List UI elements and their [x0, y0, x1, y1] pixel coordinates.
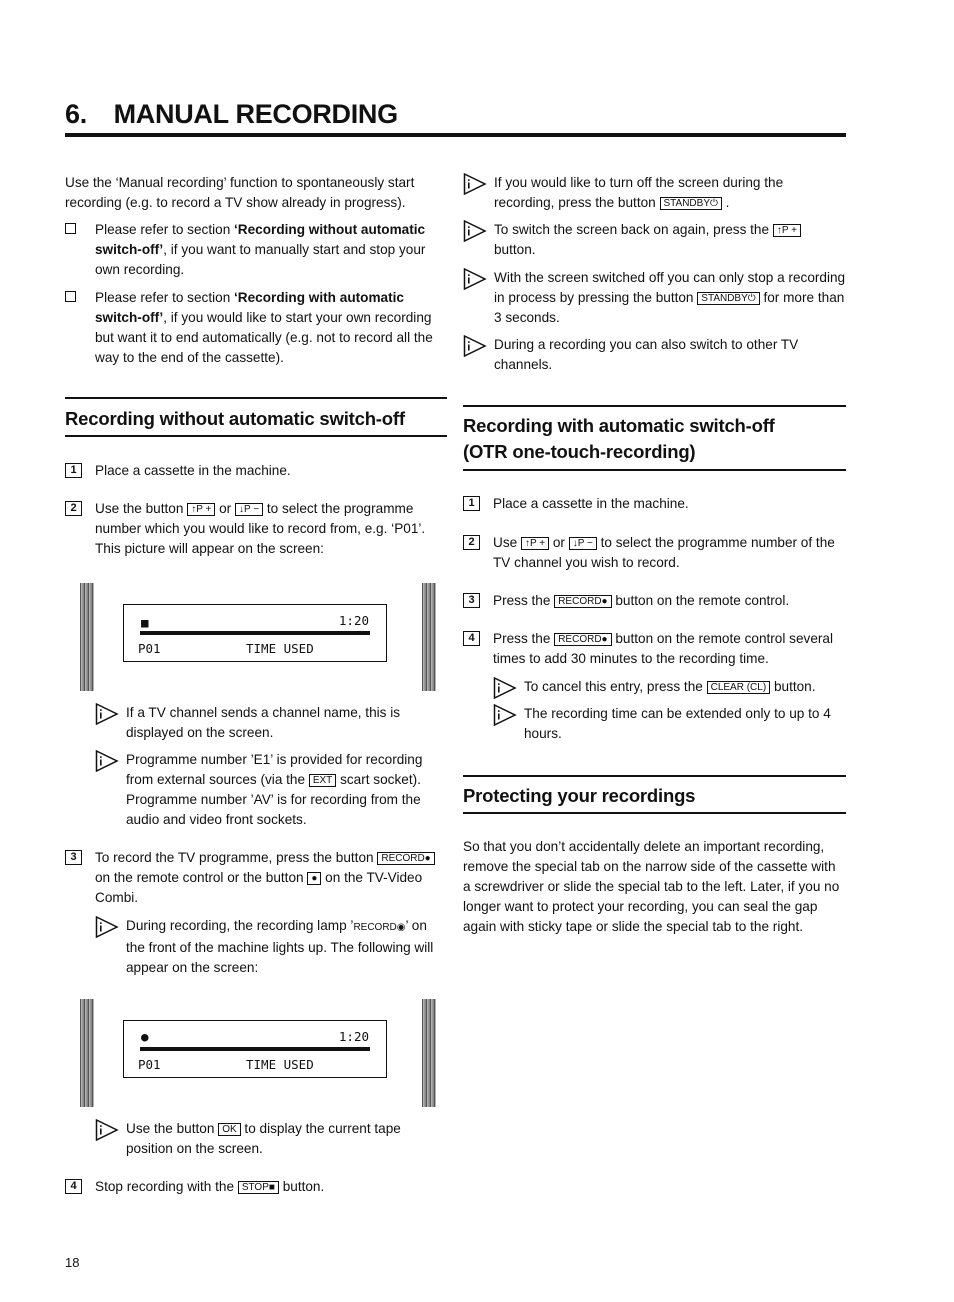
section-rule-top [463, 405, 846, 407]
screen-time: 1:20 [338, 613, 369, 628]
programme-up-button: ↑P + [773, 224, 801, 237]
protecting-text: So that you don’t accidentally delete an important recording, remove the special tab on the narrow side of the cassette with a screwdriver or slide the special tab to the left. Later, if you no longer want to protect your recording, you can seal the gap again with sticky tape or slide the special tab to the right. [463, 839, 840, 934]
section-heading-protecting: Protecting your recordings [463, 785, 696, 806]
section-rule-bottom [463, 812, 846, 814]
record-dot-button: ● [307, 872, 321, 885]
screen-channel: P01 [138, 641, 161, 656]
info-triangle-icon [493, 704, 517, 726]
standby-button: STANDBY⏻ [660, 197, 722, 210]
note-switch-channels: During a recording you can also switch to other TV channels. [463, 335, 846, 375]
step-3: 3 To record the TV programme, press the button RECORD● on the remote control or the button ● on the TV-Video Combi. [65, 848, 447, 908]
checkbox-icon [65, 223, 76, 234]
info-triangle-icon [95, 703, 119, 725]
section-heading-with-switch-off: Recording with automatic switch-off (OTR one-touch-recording) [463, 415, 775, 462]
step-2: 2 Use the button ↑P + or ↓P − to select the programme number which you would like to record from, e.g. ‘P01’. This picture will appear on the screen: [65, 499, 447, 559]
section-rule-bottom [463, 469, 846, 471]
info-triangle-icon [95, 750, 119, 772]
intro-item-2: Please refer to section ‘Recording with automatic switch-off’, if you would like to start your own recording but want it to end automatically (e.g. not to record all the way to the end of the cassette). [65, 288, 447, 368]
step-number: 2 [65, 501, 82, 516]
page-title: 6. MANUAL RECORDING [65, 99, 398, 129]
section-rule-top [65, 397, 447, 399]
note-max-time: The recording time can be extended only to up to 4 hours. [493, 704, 846, 744]
record-button: RECORD● [554, 595, 611, 608]
section-rule-top [463, 775, 846, 777]
info-triangle-icon [95, 916, 119, 938]
note-screen-on: To switch the screen back on again, press the ↑P + button. [463, 220, 846, 260]
step-number: 3 [65, 850, 82, 865]
step-number: 1 [65, 463, 82, 478]
note-stop-screen-off: With the screen switched off you can only stop a recording in process by pressing the button STANDBY⏻ for more than 3 seconds. [463, 268, 846, 328]
note-programme-numbers: Programme number ’E1’ is provided for recording from external sources (via the EXT scart socket). Programme number ’AV’ is for recording from the audio and video front sockets. [95, 750, 447, 830]
info-triangle-icon [463, 173, 487, 195]
step-number: 2 [463, 535, 480, 550]
info-triangle-icon [493, 677, 517, 699]
note-cancel-entry: To cancel this entry, press the CLEAR (CL) button. [493, 677, 846, 697]
screen-label: TIME USED [246, 641, 314, 656]
record-symbol: ● [141, 1029, 149, 1044]
note-record-lamp: During recording, the recording lamp ’RECORD◉’ on the front of the machine lights up. The following will appear on the screen: [95, 916, 447, 976]
section-rule-bottom [65, 435, 447, 437]
otr-step-4: 4 Press the RECORD● button on the remote control several times to add 30 minutes to the recording time. [463, 629, 846, 669]
step-number: 1 [463, 496, 480, 511]
intro-item-1: Please refer to section ‘Recording without automatic switch-off’, if you want to manually start and stop your own recording. [65, 220, 447, 280]
section-heading-without-switch-off: Recording without automatic switch-off [65, 408, 405, 429]
programme-up-button: ↑P + [521, 537, 549, 550]
screen-display [123, 604, 387, 662]
checkbox-icon [65, 291, 76, 302]
programme-up-button: ↑P + [187, 503, 215, 516]
step-number: 4 [463, 631, 480, 646]
step-1: 1 Place a cassette in the machine. [65, 461, 447, 481]
page-number: 18 [65, 1255, 80, 1270]
screen-label: TIME USED [246, 1057, 314, 1072]
info-triangle-icon [95, 1119, 119, 1141]
otr-step-2: 2 Use ↑P + or ↓P − to select the programme number of the TV channel you wish to record. [463, 533, 846, 573]
screen-channel: P01 [138, 1057, 161, 1072]
step-4: 4 Stop recording with the STOP■ button. [65, 1177, 447, 1197]
info-triangle-icon [463, 220, 487, 242]
info-triangle-icon [463, 335, 487, 357]
note-standby-screen-off: If you would like to turn off the screen during the recording, press the button STANDBY⏻ . [463, 173, 846, 213]
programme-down-button: ↓P − [235, 503, 263, 516]
clear-button: CLEAR (CL) [707, 681, 771, 694]
info-triangle-icon [463, 268, 487, 290]
intro-text: Use the ‘Manual recording’ function to spontaneously start recording (e.g. to record a TV show already in progress). [65, 175, 415, 210]
stop-button: STOP■ [238, 1181, 279, 1194]
otr-step-1: 1 Place a cassette in the machine. [463, 494, 846, 514]
step-number: 3 [463, 593, 480, 608]
screen-display [123, 1020, 387, 1078]
step-number: 4 [65, 1179, 82, 1194]
note-ok-button: Use the button OK to display the current tape position on the screen. [95, 1119, 447, 1159]
standby-button: STANDBY⏻ [697, 292, 759, 305]
ext-button: EXT [309, 774, 336, 787]
record-lamp: RECORD◉ [353, 922, 406, 933]
tv-screen-2 [80, 999, 436, 1107]
ok-button: OK [218, 1123, 240, 1136]
screen-time: 1:20 [338, 1029, 369, 1044]
programme-down-button: ↓P − [569, 537, 597, 550]
title-rule [65, 133, 846, 137]
note-channel-name: If a TV channel sends a channel name, this is displayed on the screen. [95, 703, 447, 743]
tv-screen-1 [80, 583, 436, 691]
record-button: RECORD● [377, 852, 434, 865]
otr-step-3: 3 Press the RECORD● button on the remote control. [463, 591, 846, 611]
stop-symbol: ■ [141, 615, 149, 630]
record-button: RECORD● [554, 633, 611, 646]
